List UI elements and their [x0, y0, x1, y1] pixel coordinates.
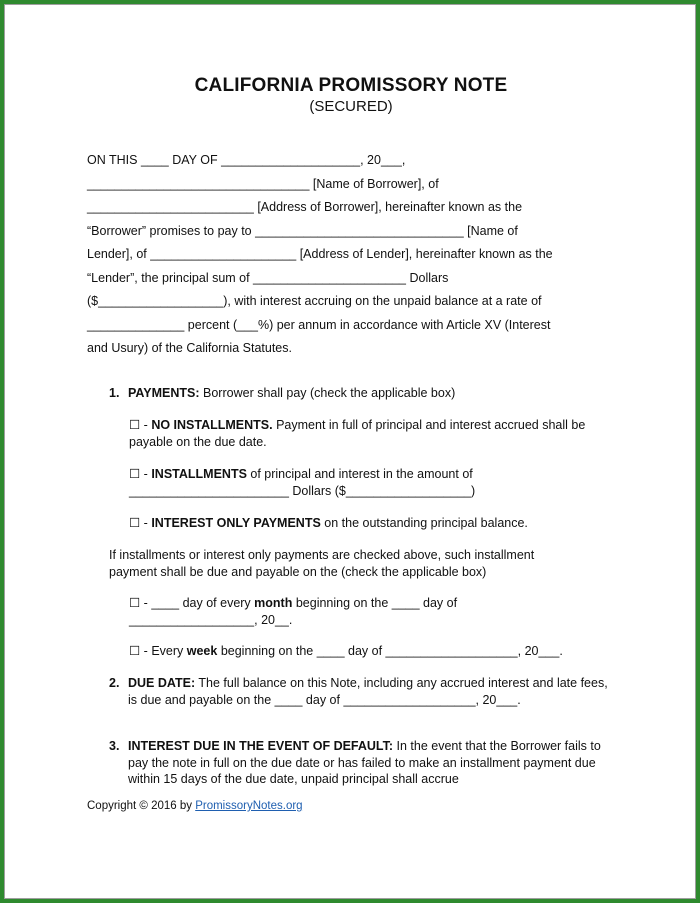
option-amount-line: _______________________ Dollars ($__________________) [129, 483, 476, 498]
copyright-text: Copyright © 2016 by [87, 800, 196, 812]
option-label: NO INSTALLMENTS. [151, 418, 273, 432]
option-text-pre: ☐ - Every [129, 644, 187, 658]
intro-line: “Borrower” promises to pay to ______________________________ [Name of [87, 223, 518, 238]
option-text-pre: ☐ - ____ day of every [129, 596, 255, 610]
intro-line: ______________ percent (___%) per annum in accordance with Article XV (Interest [87, 317, 551, 332]
section-number: 3. [109, 739, 120, 753]
intro-line: Lender], of _____________________ [Address of Lender], hereinafter known as the [87, 247, 553, 261]
section-body: In the event that the Borrower fails to pay the note in full on the due date or has failed to make an installment payment due within 15 days of the due date, unpaid principal shall accrue [128, 739, 601, 786]
section-default-interest [5, 738, 697, 790]
option-text: on the outstanding principal balance. [320, 516, 528, 530]
intro-line: ($__________________), with interest accruing on the unpaid balance at a rate of [87, 294, 542, 308]
checkbox-icon[interactable]: ☐ - [129, 418, 152, 432]
section-text [128, 385, 613, 401]
section-text [128, 738, 606, 788]
option-text-post: beginning on the ____ day of [292, 596, 458, 610]
section-body: The full balance on this Note, including any accrued interest and late fees, is due and payable on the ____ day of ___________________, 20___. [128, 676, 608, 707]
option-date-line: __________________, 20__. [129, 612, 293, 627]
section-heading: PAYMENTS: [128, 386, 200, 400]
checkbox-icon[interactable]: ☐ - [129, 516, 152, 530]
option-monthly[interactable] [129, 595, 617, 628]
section-number: 2. [109, 676, 120, 690]
intro-line: “Lender”, the principal sum of ______________________ Dollars [87, 270, 449, 285]
section-heading: DUE DATE: [128, 676, 196, 690]
section-number: 1. [109, 386, 120, 400]
intro-paragraph [87, 149, 615, 361]
intro-line: ________________________ [Address of Borrower], hereinafter known as the [87, 200, 523, 214]
document-subtitle: (SECURED) [309, 98, 393, 115]
document-page [4, 4, 696, 899]
option-label: week [186, 644, 218, 658]
option-text: of principal and interest in the amount of [246, 467, 473, 481]
option-label: INSTALLMENTS [151, 467, 247, 481]
option-weekly[interactable] [129, 643, 617, 660]
option-no-installments[interactable] [129, 417, 617, 450]
option-interest-only[interactable] [129, 515, 617, 532]
section-text [128, 675, 613, 708]
option-text-post: beginning on the ____ day of ___________________, 20___. [217, 644, 563, 658]
option-label: INTEREST ONLY PAYMENTS [151, 516, 321, 530]
option-label: month [254, 596, 293, 610]
copyright-footer [87, 800, 303, 812]
checkbox-icon[interactable]: ☐ - [129, 467, 152, 481]
section-due-date [5, 675, 697, 727]
intro-line: ________________________________ [Name of Borrower], of [87, 176, 439, 191]
document-title: CALIFORNIA PROMISSORY NOTE [194, 75, 508, 96]
intro-line: ON THIS ____ DAY OF ____________________, 20___, [87, 153, 406, 167]
promissorynotes-link[interactable]: PromissoryNotes.org [195, 800, 303, 812]
intro-line: and Usury) of the California Statutes. [87, 341, 292, 355]
section-heading: INTEREST DUE IN THE EVENT OF DEFAULT: [128, 739, 394, 753]
option-text: Payment in full of principal and interest accrued shall be payable on the due date. [129, 418, 586, 449]
option-installments[interactable] [129, 466, 617, 499]
schedule-intro: If installments or interest only payments are checked above, such installment payment shall be due and payable on the (check the applicable box) [109, 548, 535, 579]
section-body: Borrower shall pay (check the applicable box) [199, 386, 456, 400]
